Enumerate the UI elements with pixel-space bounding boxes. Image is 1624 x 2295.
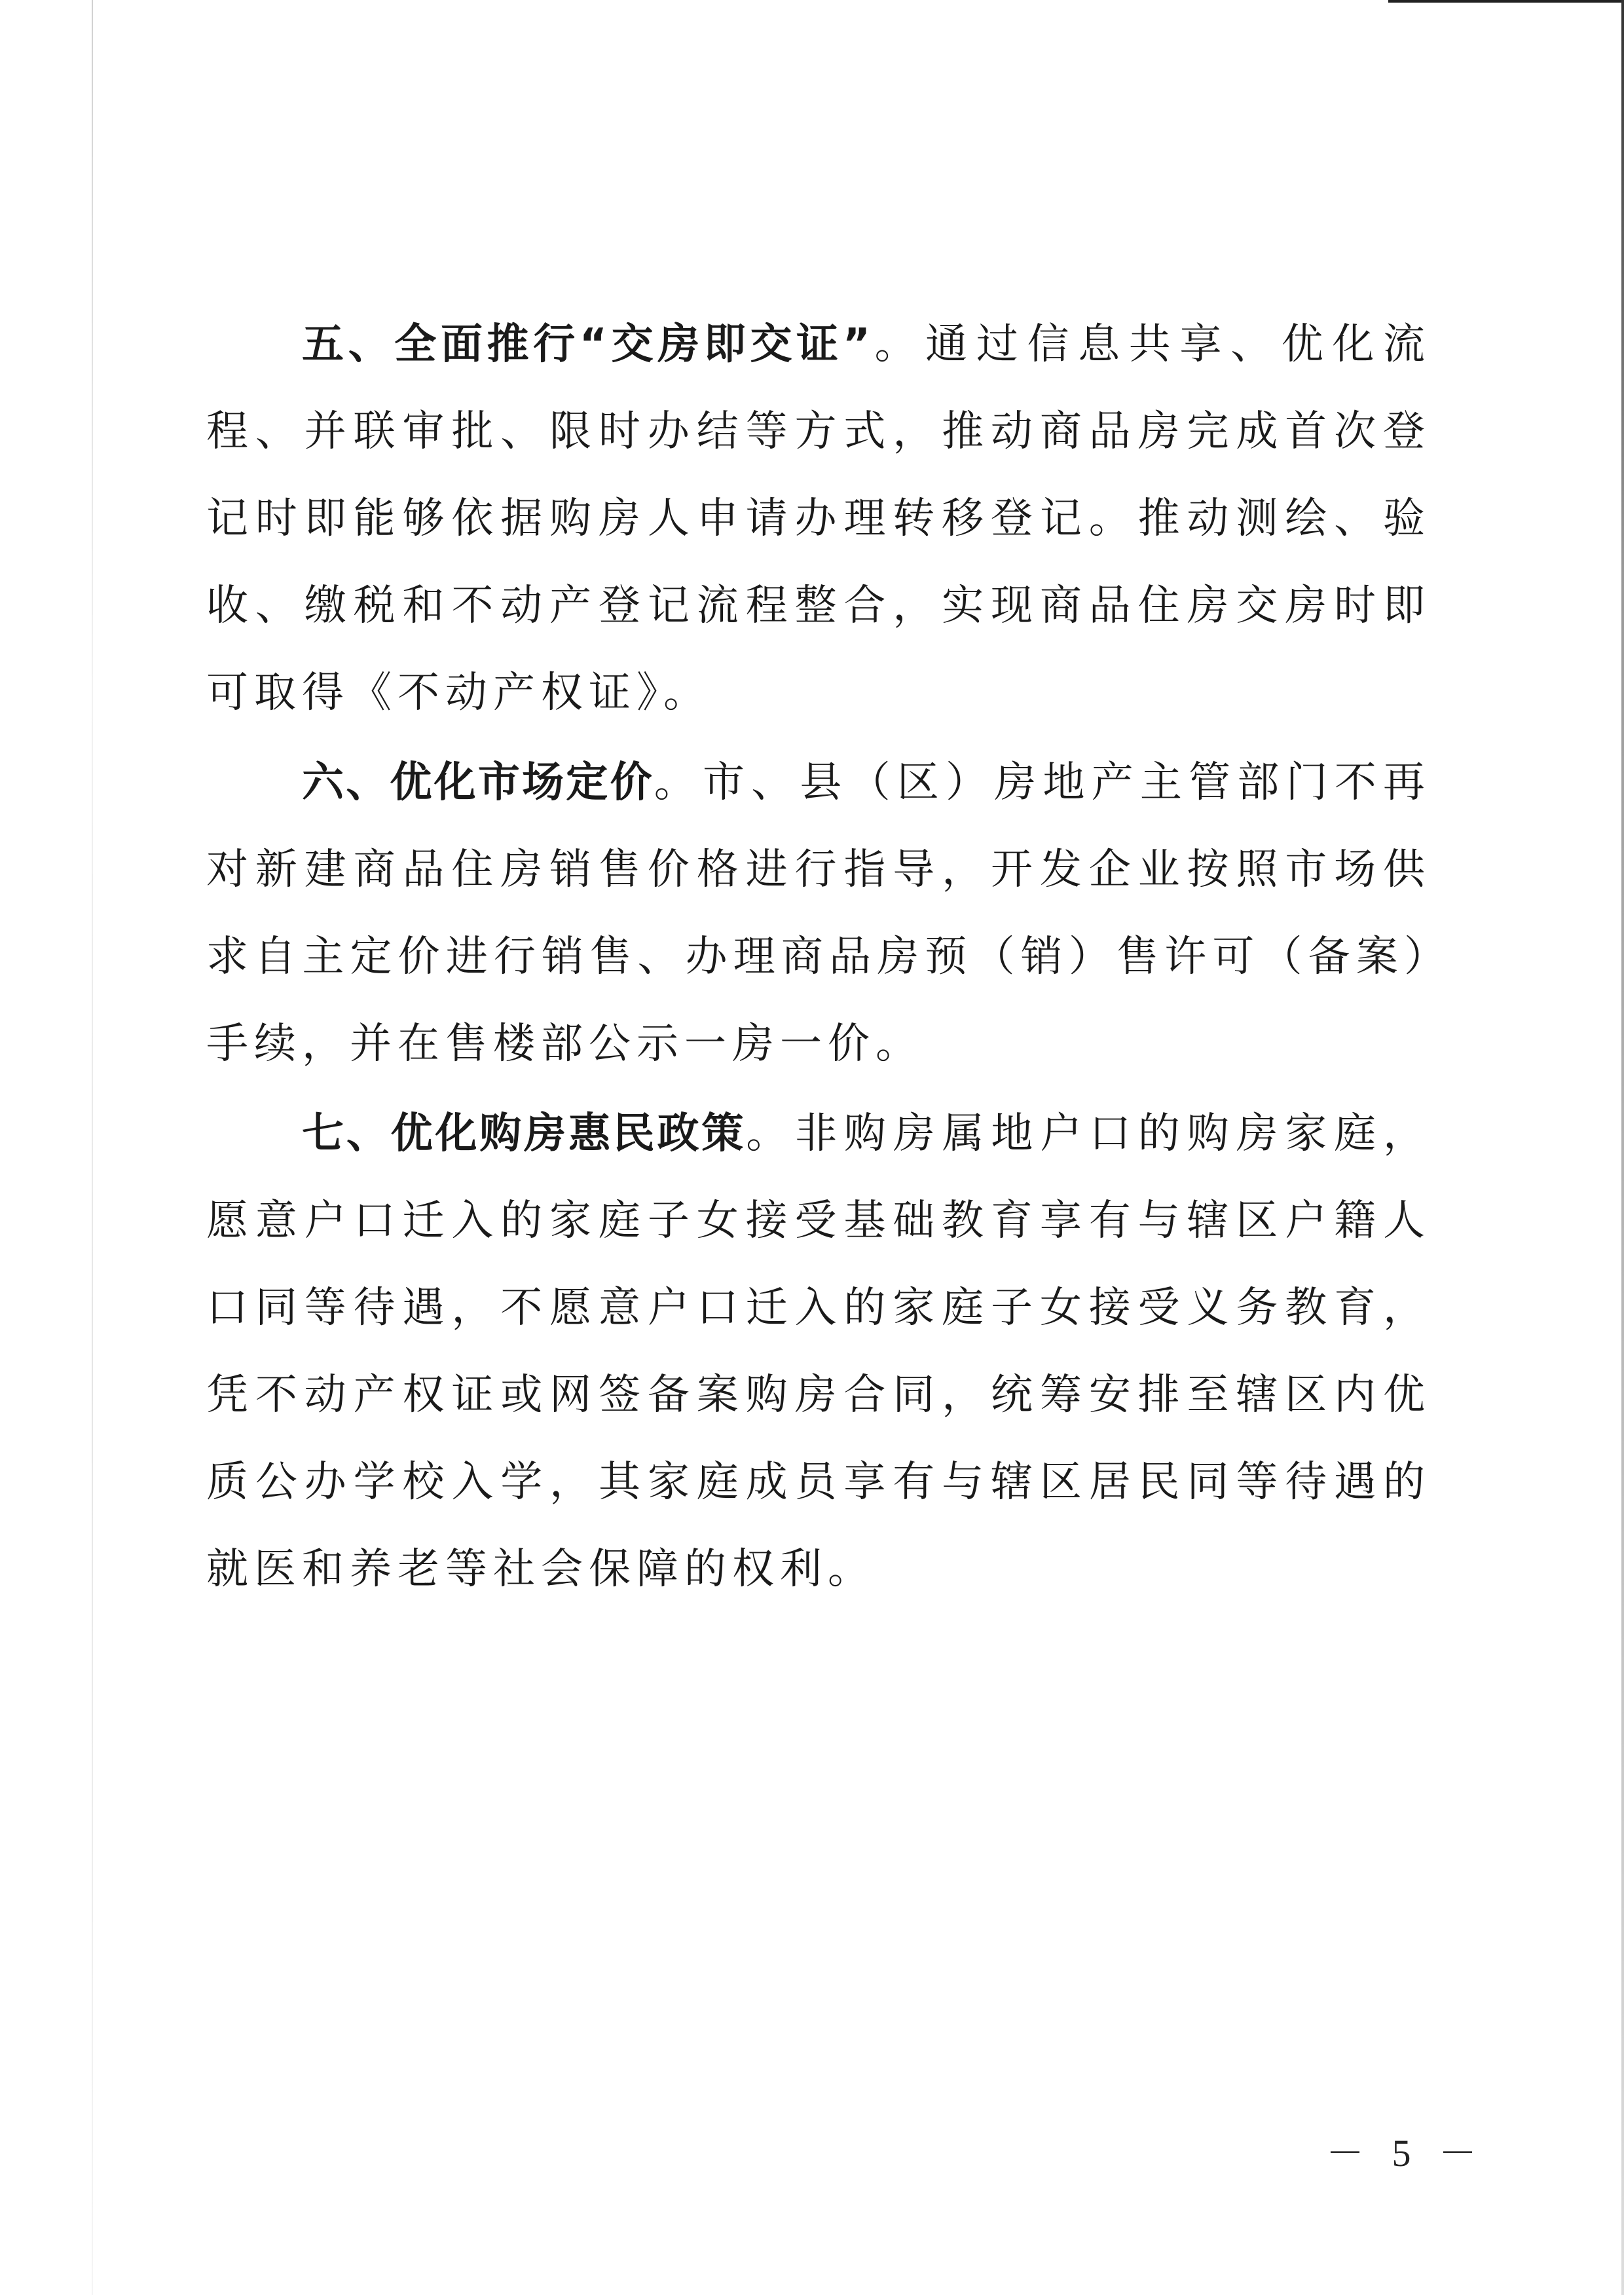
paragraph-7-text: 。非购房属地户口的购房家庭，愿意户口迁入的家庭子女接受基础教育享有与辖区户籍人口同等待遇，不愿意户口迁入的家庭子女接受义务教育，凭不动产权证或网签备案购房合同，统筹安排至辖区内优质公办学校入学，其家庭成员享有与辖区居民同等待遇的就医和养老等社会保障的权利。 <box>206 1110 1431 1594</box>
paragraph-7 <box>206 1091 1431 1613</box>
scan-edge-top <box>1388 0 1624 3</box>
scan-edge-left <box>92 0 93 2295</box>
paragraph-6 <box>206 739 1431 1088</box>
document-body <box>206 301 1431 1613</box>
paragraph-6-heading: 六、优化市场定价 <box>302 758 654 807</box>
scan-edge-right <box>1621 0 1624 2295</box>
page-number: － 5 － <box>1326 2132 1486 2174</box>
paragraph-5 <box>206 301 1431 737</box>
paragraph-5-heading: 五、全面推行“交房即交证” <box>302 320 872 369</box>
paragraph-6-text: 。市、县（区）房地产主管部门不再对新建商品住房销售价格进行指导，开发企业按照市场供求自主定价进行销售、办理商品房预（销）售许可（备案）手续，并在售楼部公示一房一价。 <box>206 758 1431 1068</box>
paragraph-5-text: 。通过信息共享、优化流程、并联审批、限时办结等方式，推动商品房完成首次登记时即能够依据购房人申请办理转移登记。推动测绘、验收、缴税和不动产登记流程整合，实现商品住房交房时即可取得《不动产权证》。 <box>206 320 1431 717</box>
paragraph-7-heading: 七、优化购房惠民政策 <box>302 1110 747 1158</box>
